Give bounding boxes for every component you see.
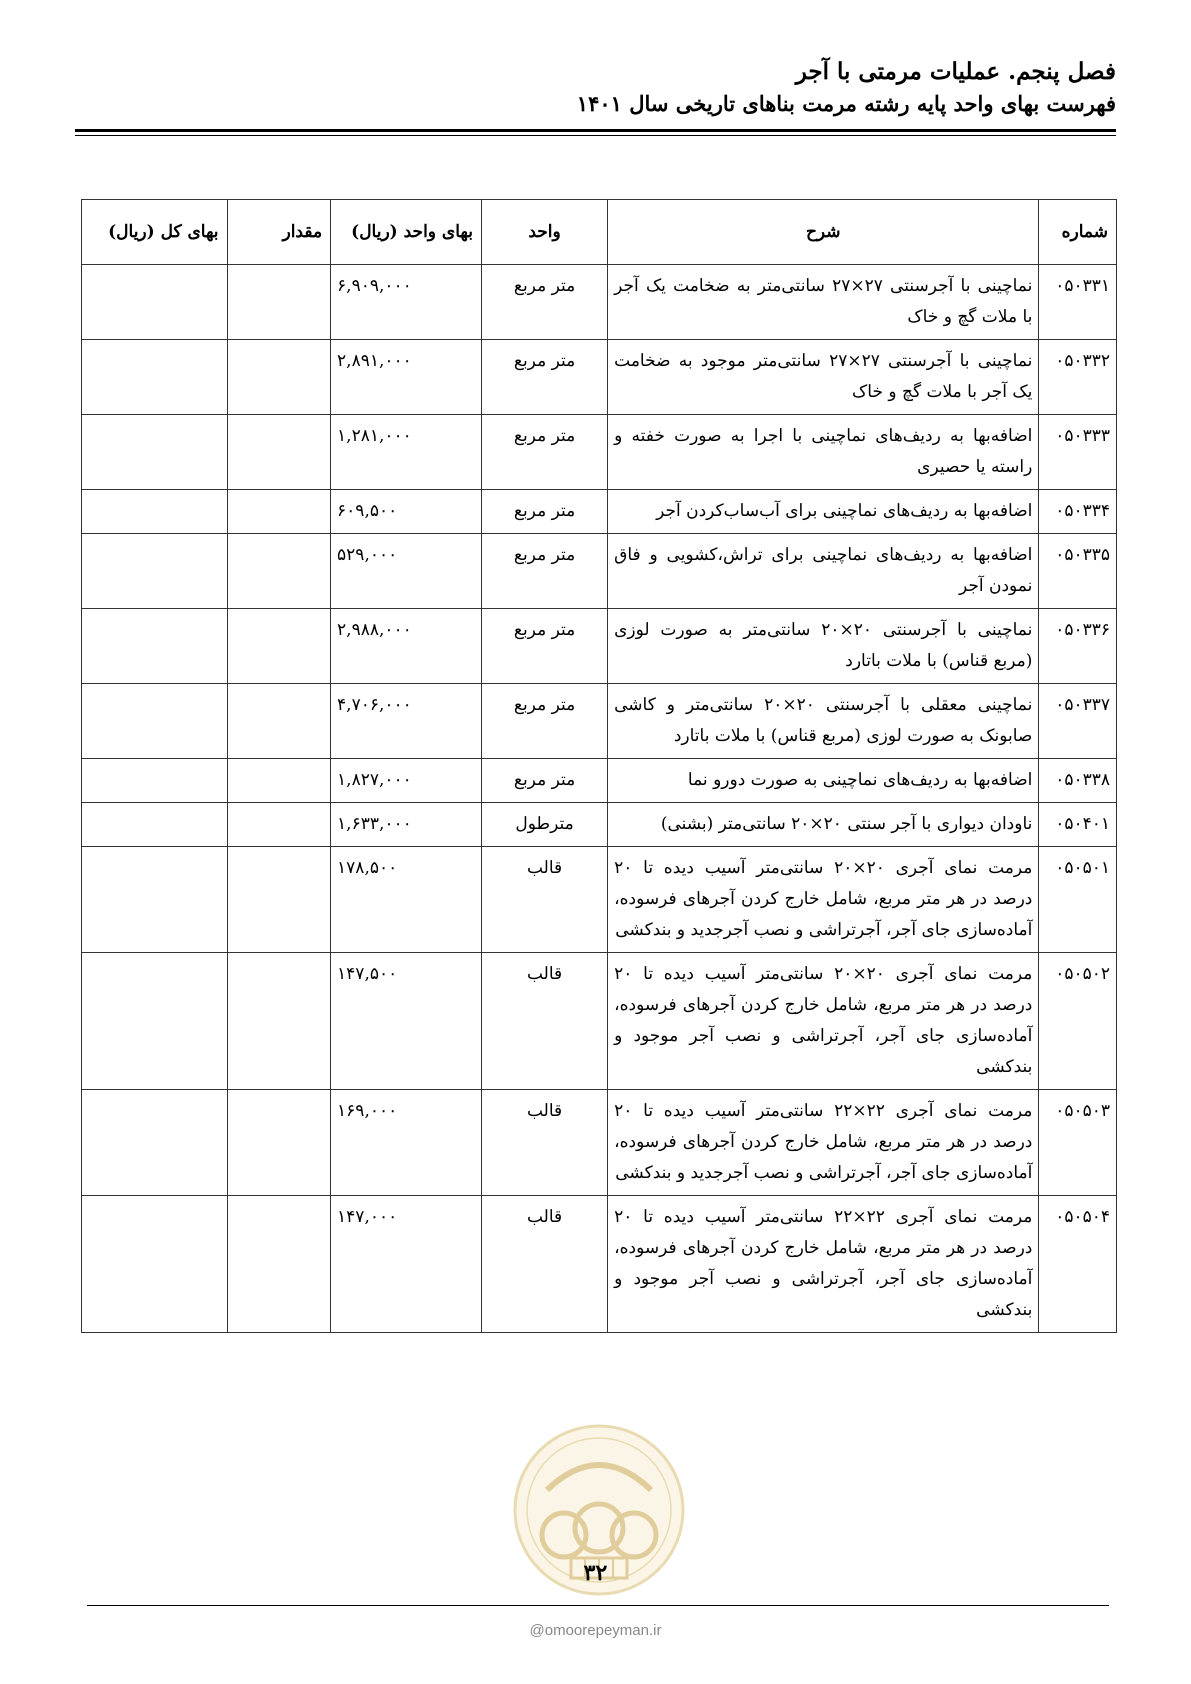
item-quantity (227, 1090, 331, 1196)
item-total-price (82, 534, 228, 609)
table-row (82, 953, 1117, 1090)
item-unit-price: ۶,۹۰۹,۰۰۰ (331, 265, 482, 340)
item-quantity (227, 265, 331, 340)
item-code: ۰۵۰۳۳۳ (1039, 415, 1117, 490)
item-total-price (82, 759, 228, 803)
item-unit-price: ۱۶۹,۰۰۰ (331, 1090, 482, 1196)
header-total-price: بهای کل (ریال) (82, 200, 228, 265)
item-unit: قالب (481, 953, 607, 1090)
item-description: نماچینی معقلی با آجرسنتی ۲۰×۲۰ سانتی‌متر و کاشی صابونک به صورت لوزی (مربع قناس) با ملات باتارد (608, 684, 1039, 759)
table-row (82, 803, 1117, 847)
item-code: ۰۵۰۳۳۸ (1039, 759, 1117, 803)
item-code: ۰۵۰۵۰۱ (1039, 847, 1117, 953)
item-quantity (227, 490, 331, 534)
item-total-price (82, 847, 228, 953)
item-unit-price: ۱۴۷,۵۰۰ (331, 953, 482, 1090)
header-rule-thick (75, 129, 1116, 132)
item-code: ۰۵۰۳۳۴ (1039, 490, 1117, 534)
item-quantity (227, 684, 331, 759)
item-total-price (82, 490, 228, 534)
item-total-price (82, 1196, 228, 1333)
table-row (82, 490, 1117, 534)
item-unit: متر مربع (481, 534, 607, 609)
item-unit-price: ۱,۲۸۱,۰۰۰ (331, 415, 482, 490)
item-unit-price: ۱,۶۳۳,۰۰۰ (331, 803, 482, 847)
document-subtitle: فهرست بهای واحد پایه رشته مرمت بناهای تاریخی سال ۱۴۰۱ (576, 91, 1116, 116)
item-total-price (82, 803, 228, 847)
item-code: ۰۵۰۳۳۶ (1039, 609, 1117, 684)
item-total-price (82, 265, 228, 340)
item-unit-price: ۱,۸۲۷,۰۰۰ (331, 759, 482, 803)
header-unit: واحد (481, 200, 607, 265)
item-total-price (82, 1090, 228, 1196)
table-row (82, 684, 1117, 759)
item-unit-price: ۲,۸۹۱,۰۰۰ (331, 340, 482, 415)
page-header (75, 56, 1116, 120)
table-row (82, 340, 1117, 415)
item-unit: متر مربع (481, 490, 607, 534)
footer-rule (87, 1605, 1109, 1606)
item-description: نماچینی با آجرسنتی ۲۷×۲۷ سانتی‌متر موجود به ضخامت یک آجر با ملات گچ و خاک (608, 340, 1039, 415)
item-unit: متر مربع (481, 340, 607, 415)
table-row (82, 609, 1117, 684)
item-code: ۰۵۰۵۰۲ (1039, 953, 1117, 1090)
item-unit-price: ۲,۹۸۸,۰۰۰ (331, 609, 482, 684)
item-quantity (227, 1196, 331, 1333)
item-unit: متر مربع (481, 684, 607, 759)
website-watermark: @omoorepeyman.ir (529, 1622, 662, 1639)
item-code: ۰۵۰۳۳۲ (1039, 340, 1117, 415)
table-row (82, 759, 1117, 803)
item-unit: قالب (481, 847, 607, 953)
price-list-table (81, 199, 1117, 1333)
item-description: ناودان دیواری با آجر سنتی ۲۰×۲۰ سانتی‌متر (بشنی) (608, 803, 1039, 847)
item-unit: قالب (481, 1090, 607, 1196)
item-unit: متر مربع (481, 609, 607, 684)
item-quantity (227, 847, 331, 953)
item-unit: متر مربع (481, 759, 607, 803)
item-quantity (227, 340, 331, 415)
item-quantity (227, 609, 331, 684)
item-code: ۰۵۰۳۳۷ (1039, 684, 1117, 759)
page-number: ۳۲ (583, 1560, 608, 1586)
item-unit-price: ۵۲۹,۰۰۰ (331, 534, 482, 609)
chapter-title: فصل پنجم. عملیات مرمتی با آجر (795, 58, 1116, 85)
item-unit-price: ۱۴۷,۰۰۰ (331, 1196, 482, 1333)
item-total-price (82, 609, 228, 684)
item-description: نماچینی با آجرسنتی ۲۷×۲۷ سانتی‌متر به ضخامت یک آجر با ملات گچ و خاک (608, 265, 1039, 340)
item-unit: متر مربع (481, 265, 607, 340)
item-description: اضافه‌بها به ردیف‌های نماچینی با اجرا به صورت خفته و راسته یا حصیری (608, 415, 1039, 490)
header-unit-price: بهای واحد (ریال) (331, 200, 482, 265)
item-quantity (227, 953, 331, 1090)
item-description: مرمت نمای آجری ۲۲×۲۲ سانتی‌متر آسیب دیده تا ۲۰ درصد در هر متر مربع، شامل خارج کردن آجرهای فرسوده، آماده‌سازی جای آجر، آجرتراشی و نصب آجرجدید و بندکشی (608, 1090, 1039, 1196)
table-header-row (82, 200, 1117, 265)
item-description: مرمت نمای آجری ۲۰×۲۰ سانتی‌متر آسیب دیده تا ۲۰ درصد در هر متر مربع، شامل خارج کردن آجرهای فرسوده، آماده‌سازی جای آجر، آجرتراشی و نصب آجرجدید و بندکشی (608, 847, 1039, 953)
header-code: شماره (1039, 200, 1117, 265)
item-total-price (82, 340, 228, 415)
item-code: ۰۵۰۳۳۱ (1039, 265, 1117, 340)
header-rule-thin (75, 135, 1116, 136)
item-description: مرمت نمای آجری ۲۰×۲۰ سانتی‌متر آسیب دیده تا ۲۰ درصد در هر متر مربع، شامل خارج کردن آجرهای فرسوده، آماده‌سازی جای آجر، آجرتراشی و نصب آجر موجود و بندکشی (608, 953, 1039, 1090)
item-code: ۰۵۰۳۳۵ (1039, 534, 1117, 609)
header-quantity: مقدار (227, 200, 331, 265)
item-quantity (227, 759, 331, 803)
item-code: ۰۵۰۴۰۱ (1039, 803, 1117, 847)
item-unit: مترطول (481, 803, 607, 847)
item-total-price (82, 415, 228, 490)
item-unit-price: ۱۷۸,۵۰۰ (331, 847, 482, 953)
table-row (82, 534, 1117, 609)
item-total-price (82, 953, 228, 1090)
item-description: اضافه‌بها به ردیف‌های نماچینی برای تراش،کشویی و فاق نمودن آجر (608, 534, 1039, 609)
item-description: اضافه‌بها به ردیف‌های نماچینی به صورت دورو نما (608, 759, 1039, 803)
item-code: ۰۵۰۵۰۳ (1039, 1090, 1117, 1196)
item-description: نماچینی با آجرسنتی ۲۰×۲۰ سانتی‌متر به صورت لوزی (مربع قناس) با ملات باتارد (608, 609, 1039, 684)
item-total-price (82, 684, 228, 759)
item-code: ۰۵۰۵۰۴ (1039, 1196, 1117, 1333)
table-row (82, 265, 1117, 340)
table-row (82, 1090, 1117, 1196)
item-unit-price: ۶۰۹,۵۰۰ (331, 490, 482, 534)
item-unit-price: ۴,۷۰۶,۰۰۰ (331, 684, 482, 759)
item-quantity (227, 534, 331, 609)
table-row (82, 415, 1117, 490)
item-unit: قالب (481, 1196, 607, 1333)
item-quantity (227, 415, 331, 490)
item-unit: متر مربع (481, 415, 607, 490)
item-description: اضافه‌بها به ردیف‌های نماچینی برای آب‌ساب‌کردن آجر (608, 490, 1039, 534)
table-row (82, 847, 1117, 953)
header-description: شرح (608, 200, 1039, 265)
item-quantity (227, 803, 331, 847)
item-description: مرمت نمای آجری ۲۲×۲۲ سانتی‌متر آسیب دیده تا ۲۰ درصد در هر متر مربع، شامل خارج کردن آجرهای فرسوده، آماده‌سازی جای آجر، آجرتراشی و نصب آجر موجود و بندکشی (608, 1196, 1039, 1333)
table-row (82, 1196, 1117, 1333)
